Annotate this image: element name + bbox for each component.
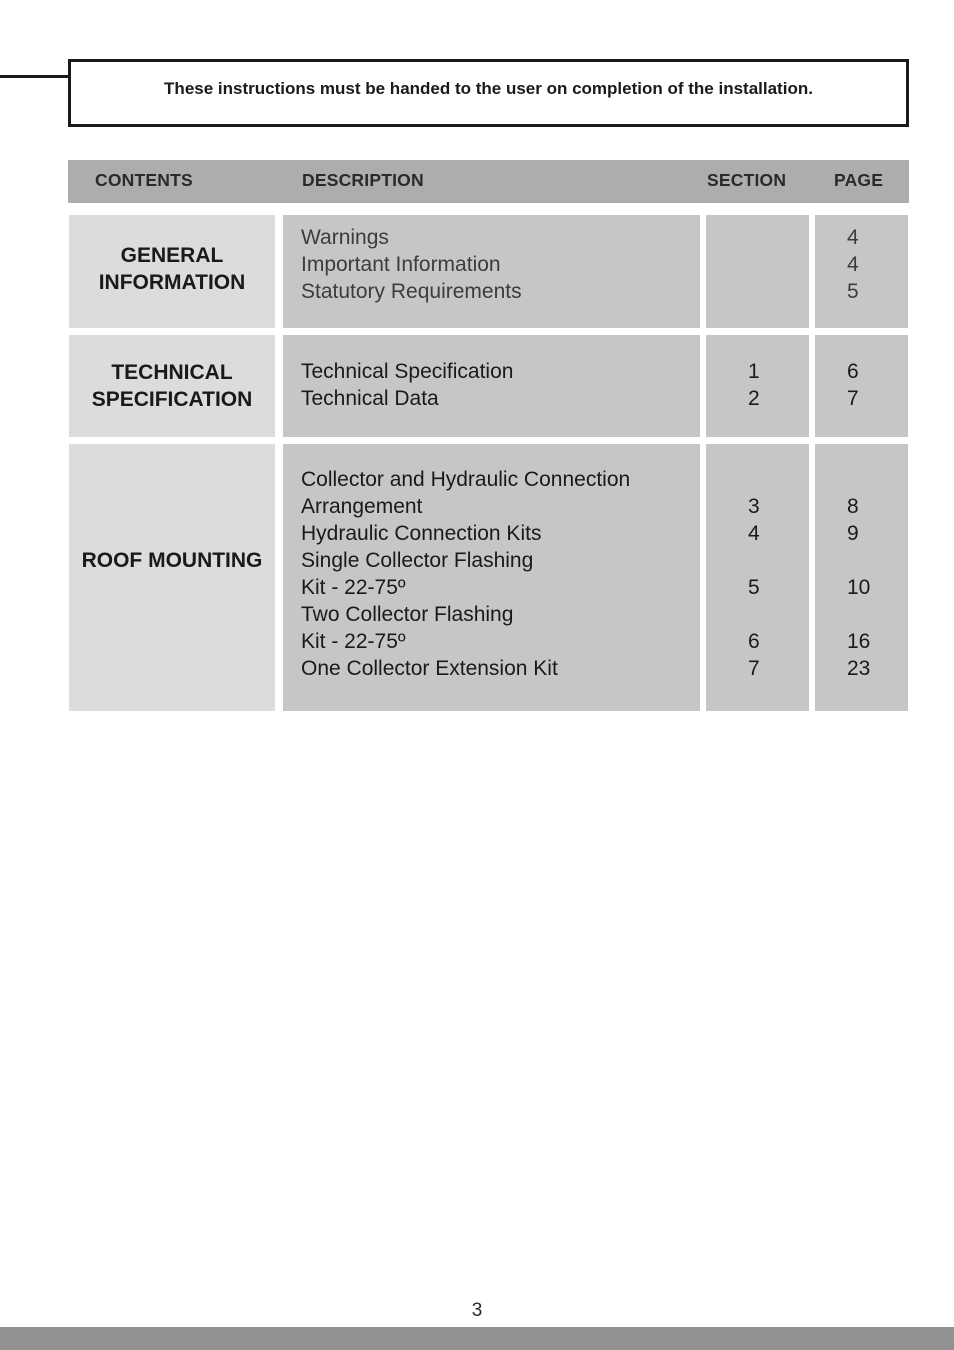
page-item [847,547,870,574]
page-item: 23 [847,657,871,680]
description-item: Two Collector Flashing [301,603,514,626]
section-item: 1 [748,360,760,383]
section-item [748,547,760,574]
description-item: Technical Data [301,387,439,410]
description-item: Warnings [301,226,389,249]
row-technical-page-cell [815,335,908,437]
description-item: Single Collector Flashing [301,549,534,572]
contents-label-line: TECHNICAL [111,361,233,384]
contents-label-roof [69,547,275,574]
section-item [748,466,760,493]
description-list-general [301,224,522,305]
page-item [847,601,870,628]
contents-label-line: GENERAL [120,244,224,267]
header-description: DESCRIPTION [302,170,424,190]
page-item: 8 [847,495,859,518]
section-item [748,601,760,628]
page-item: 9 [847,522,859,545]
description-list-roof [301,466,630,682]
section-item: 6 [748,630,760,653]
description-list-technical [301,358,513,412]
footer-bar [0,1327,954,1350]
page-list-technical [847,358,859,412]
row-general-section-cell [706,215,809,328]
row-roof-contents-cell [69,444,275,711]
page-item: 16 [847,630,871,653]
row-general-page-cell [815,215,908,328]
section-item: 7 [748,657,760,680]
section-item: 4 [748,522,760,545]
notice-box [68,59,909,127]
description-item: Kit - 22-75º [301,576,406,599]
header-contents: CONTENTS [95,170,193,190]
description-item: Kit - 22-75º [301,630,406,653]
header-section: SECTION [707,170,787,190]
description-item: Statutory Requirements [301,280,522,303]
section-item: 5 [748,576,760,599]
contents-label-line: SPECIFICATION [91,388,253,411]
contents-label-general [69,242,275,296]
description-item: Collector and Hydraulic Connection [301,468,631,491]
section-list-roof [748,466,760,682]
page-list-general [847,224,859,305]
contents-label-line: ROOF MOUNTING [81,549,263,572]
description-item: Hydraulic Connection Kits [301,522,542,545]
page-list-roof [847,466,870,682]
page-item: 6 [847,360,859,383]
page-item: 7 [847,387,859,410]
section-item: 2 [748,387,760,410]
contents-label-technical [69,359,275,413]
side-rule [0,75,70,78]
notice-text: These instructions must be handed to the user on completion of the installation. [164,79,813,98]
description-item: Arrangement [301,495,423,518]
description-item: Technical Specification [301,360,514,383]
contents-label-line: INFORMATION [98,271,246,294]
description-item: Important Information [301,253,501,276]
header-page: PAGE [834,170,884,190]
page-number: 3 [471,1300,483,1321]
page-item: 5 [847,280,859,303]
page-item [847,466,870,493]
description-item: One Collector Extension Kit [301,657,558,680]
section-item: 3 [748,495,760,518]
page-item: 10 [847,576,871,599]
page-item: 4 [847,226,859,249]
section-list-technical [748,358,760,412]
page-item: 4 [847,253,859,276]
